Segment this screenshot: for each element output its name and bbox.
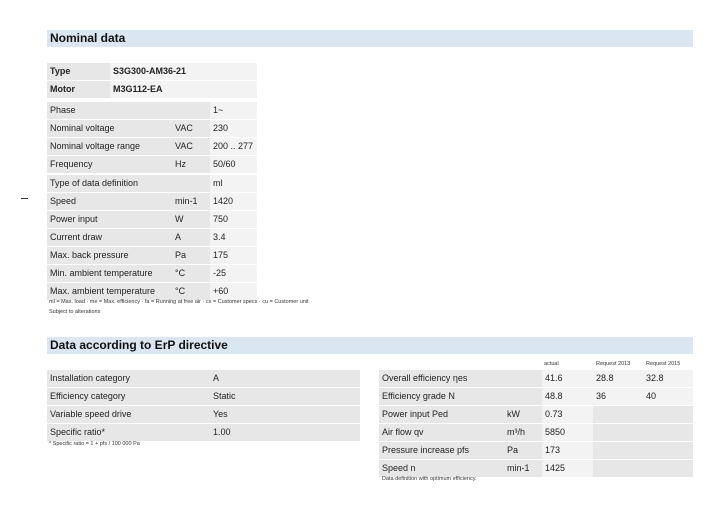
- nominal-data-heading: Nominal data: [47, 30, 693, 47]
- param-value: 750: [210, 211, 257, 229]
- performance-row: [47, 265, 257, 283]
- electrical-row: [47, 120, 257, 138]
- erp-eff-unit: min-1: [504, 460, 542, 478]
- performance-row: [47, 229, 257, 247]
- param-unit: VAC: [172, 138, 210, 156]
- param-unit: °C: [172, 265, 210, 283]
- erp-label: Variable speed drive: [47, 406, 210, 424]
- erp-eff-req1: [593, 406, 643, 424]
- erp-eff-unit: [504, 388, 542, 406]
- param-value: 1420: [210, 193, 257, 211]
- param-unit: Pa: [172, 247, 210, 265]
- param-value: ml: [210, 175, 257, 193]
- erp-eff-actual: 173: [542, 442, 593, 460]
- erp-label: Efficiency category: [47, 388, 210, 406]
- ident-table: [47, 63, 257, 99]
- electrical-table: [47, 102, 257, 174]
- alterations-note: Subject to alterations: [49, 309, 101, 315]
- col-header-actual: actual: [544, 361, 559, 367]
- param-label: Type of data definition: [47, 175, 172, 193]
- ident-value: M3G112-EA: [110, 81, 257, 99]
- col-header-request-2015: Request 2015: [646, 361, 681, 367]
- erp-efficiency-row: [379, 460, 693, 478]
- param-unit: [172, 175, 210, 193]
- param-value: 3.4: [210, 229, 257, 247]
- electrical-row: [47, 156, 257, 174]
- performance-row: [47, 175, 257, 193]
- param-unit: [172, 102, 210, 120]
- param-value: 50/60: [210, 156, 257, 174]
- param-unit: °C: [172, 283, 210, 301]
- param-label: Current draw: [47, 229, 172, 247]
- ident-row-motor: [47, 81, 257, 99]
- erp-data-heading: Data according to ErP directive: [47, 337, 693, 354]
- erp-eff-req1: [593, 460, 643, 478]
- ident-label: Type: [47, 63, 110, 81]
- param-label: Max. back pressure: [47, 247, 172, 265]
- erp-category-row: [47, 388, 360, 406]
- param-value: -25: [210, 265, 257, 283]
- param-value: 230: [210, 120, 257, 138]
- param-label: Frequency: [47, 156, 172, 174]
- erp-eff-actual: 1425: [542, 460, 593, 478]
- erp-eff-actual: 0.73: [542, 406, 593, 424]
- electrical-row: [47, 138, 257, 156]
- param-label: Nominal voltage: [47, 120, 172, 138]
- erp-efficiency-table: [379, 370, 693, 478]
- param-label: Phase: [47, 102, 172, 120]
- erp-eff-label: Pressure increase pfs: [379, 442, 504, 460]
- margin-dash: [21, 198, 28, 199]
- specific-ratio-note: * Specific ratio = 1 + pfs / 100 000 Pa: [49, 441, 140, 447]
- erp-eff-req2: [643, 442, 693, 460]
- param-unit: W: [172, 211, 210, 229]
- erp-label: Specific ratio*: [47, 424, 210, 442]
- performance-table: [47, 175, 257, 301]
- erp-eff-req2: 40: [643, 388, 693, 406]
- ident-value: S3G300-AM36-21: [110, 63, 257, 81]
- erp-eff-req1: [593, 424, 643, 442]
- erp-value: A: [210, 370, 360, 388]
- erp-eff-label: Power input Ped: [379, 406, 504, 424]
- param-value: 175: [210, 247, 257, 265]
- param-unit: Hz: [172, 156, 210, 174]
- erp-category-row: [47, 406, 360, 424]
- param-label: Nominal voltage range: [47, 138, 172, 156]
- erp-eff-req1: [593, 442, 643, 460]
- erp-eff-label: Efficiency grade N: [379, 388, 504, 406]
- abbreviation-note: ml = Max. load · me = Max. efficiency · fa = Running at free air · cs = Customer specs · cu = Customer unit: [49, 299, 309, 305]
- erp-eff-req2: [643, 424, 693, 442]
- param-unit: min-1: [172, 193, 210, 211]
- erp-efficiency-row: [379, 370, 693, 388]
- col-header-request-2013: Request 2013: [596, 361, 631, 367]
- erp-label: Installation category: [47, 370, 210, 388]
- ident-label: Motor: [47, 81, 110, 99]
- erp-efficiency-row: [379, 442, 693, 460]
- ident-row-type: [47, 63, 257, 81]
- param-label: Max. ambient temperature: [47, 283, 172, 301]
- param-unit: A: [172, 229, 210, 247]
- electrical-row: [47, 102, 257, 120]
- erp-eff-label: Overall efficiency ηes: [379, 370, 504, 388]
- erp-eff-unit: kW: [504, 406, 542, 424]
- param-label: Min. ambient temperature: [47, 265, 172, 283]
- erp-eff-req2: 32.8: [643, 370, 693, 388]
- erp-eff-unit: [504, 370, 542, 388]
- param-unit: VAC: [172, 120, 210, 138]
- erp-eff-req2: [643, 460, 693, 478]
- param-value: +60: [210, 283, 257, 301]
- erp-eff-label: Speed n: [379, 460, 504, 478]
- erp-eff-unit: Pa: [504, 442, 542, 460]
- param-label: Power input: [47, 211, 172, 229]
- erp-category-row: [47, 424, 360, 442]
- erp-eff-actual: 5850: [542, 424, 593, 442]
- erp-eff-label: Air flow qv: [379, 424, 504, 442]
- erp-value: 1.00: [210, 424, 360, 442]
- data-definition-note: Data definition with optimum efficiency.: [382, 476, 477, 482]
- erp-eff-req1: 28.8: [593, 370, 643, 388]
- erp-eff-unit: m³/h: [504, 424, 542, 442]
- erp-eff-req2: [643, 406, 693, 424]
- erp-category-row: [47, 370, 360, 388]
- erp-efficiency-row: [379, 406, 693, 424]
- erp-eff-actual: 41.6: [542, 370, 593, 388]
- erp-efficiency-row: [379, 388, 693, 406]
- erp-efficiency-row: [379, 424, 693, 442]
- param-label: Speed: [47, 193, 172, 211]
- performance-row: [47, 211, 257, 229]
- erp-value: Static: [210, 388, 360, 406]
- erp-eff-req1: 36: [593, 388, 643, 406]
- erp-eff-actual: 48.8: [542, 388, 593, 406]
- performance-row: [47, 247, 257, 265]
- performance-row: [47, 193, 257, 211]
- erp-value: Yes: [210, 406, 360, 424]
- performance-row: [47, 283, 257, 301]
- erp-category-table: [47, 370, 360, 442]
- param-value: 1~: [210, 102, 257, 120]
- param-value: 200 .. 277: [210, 138, 257, 156]
